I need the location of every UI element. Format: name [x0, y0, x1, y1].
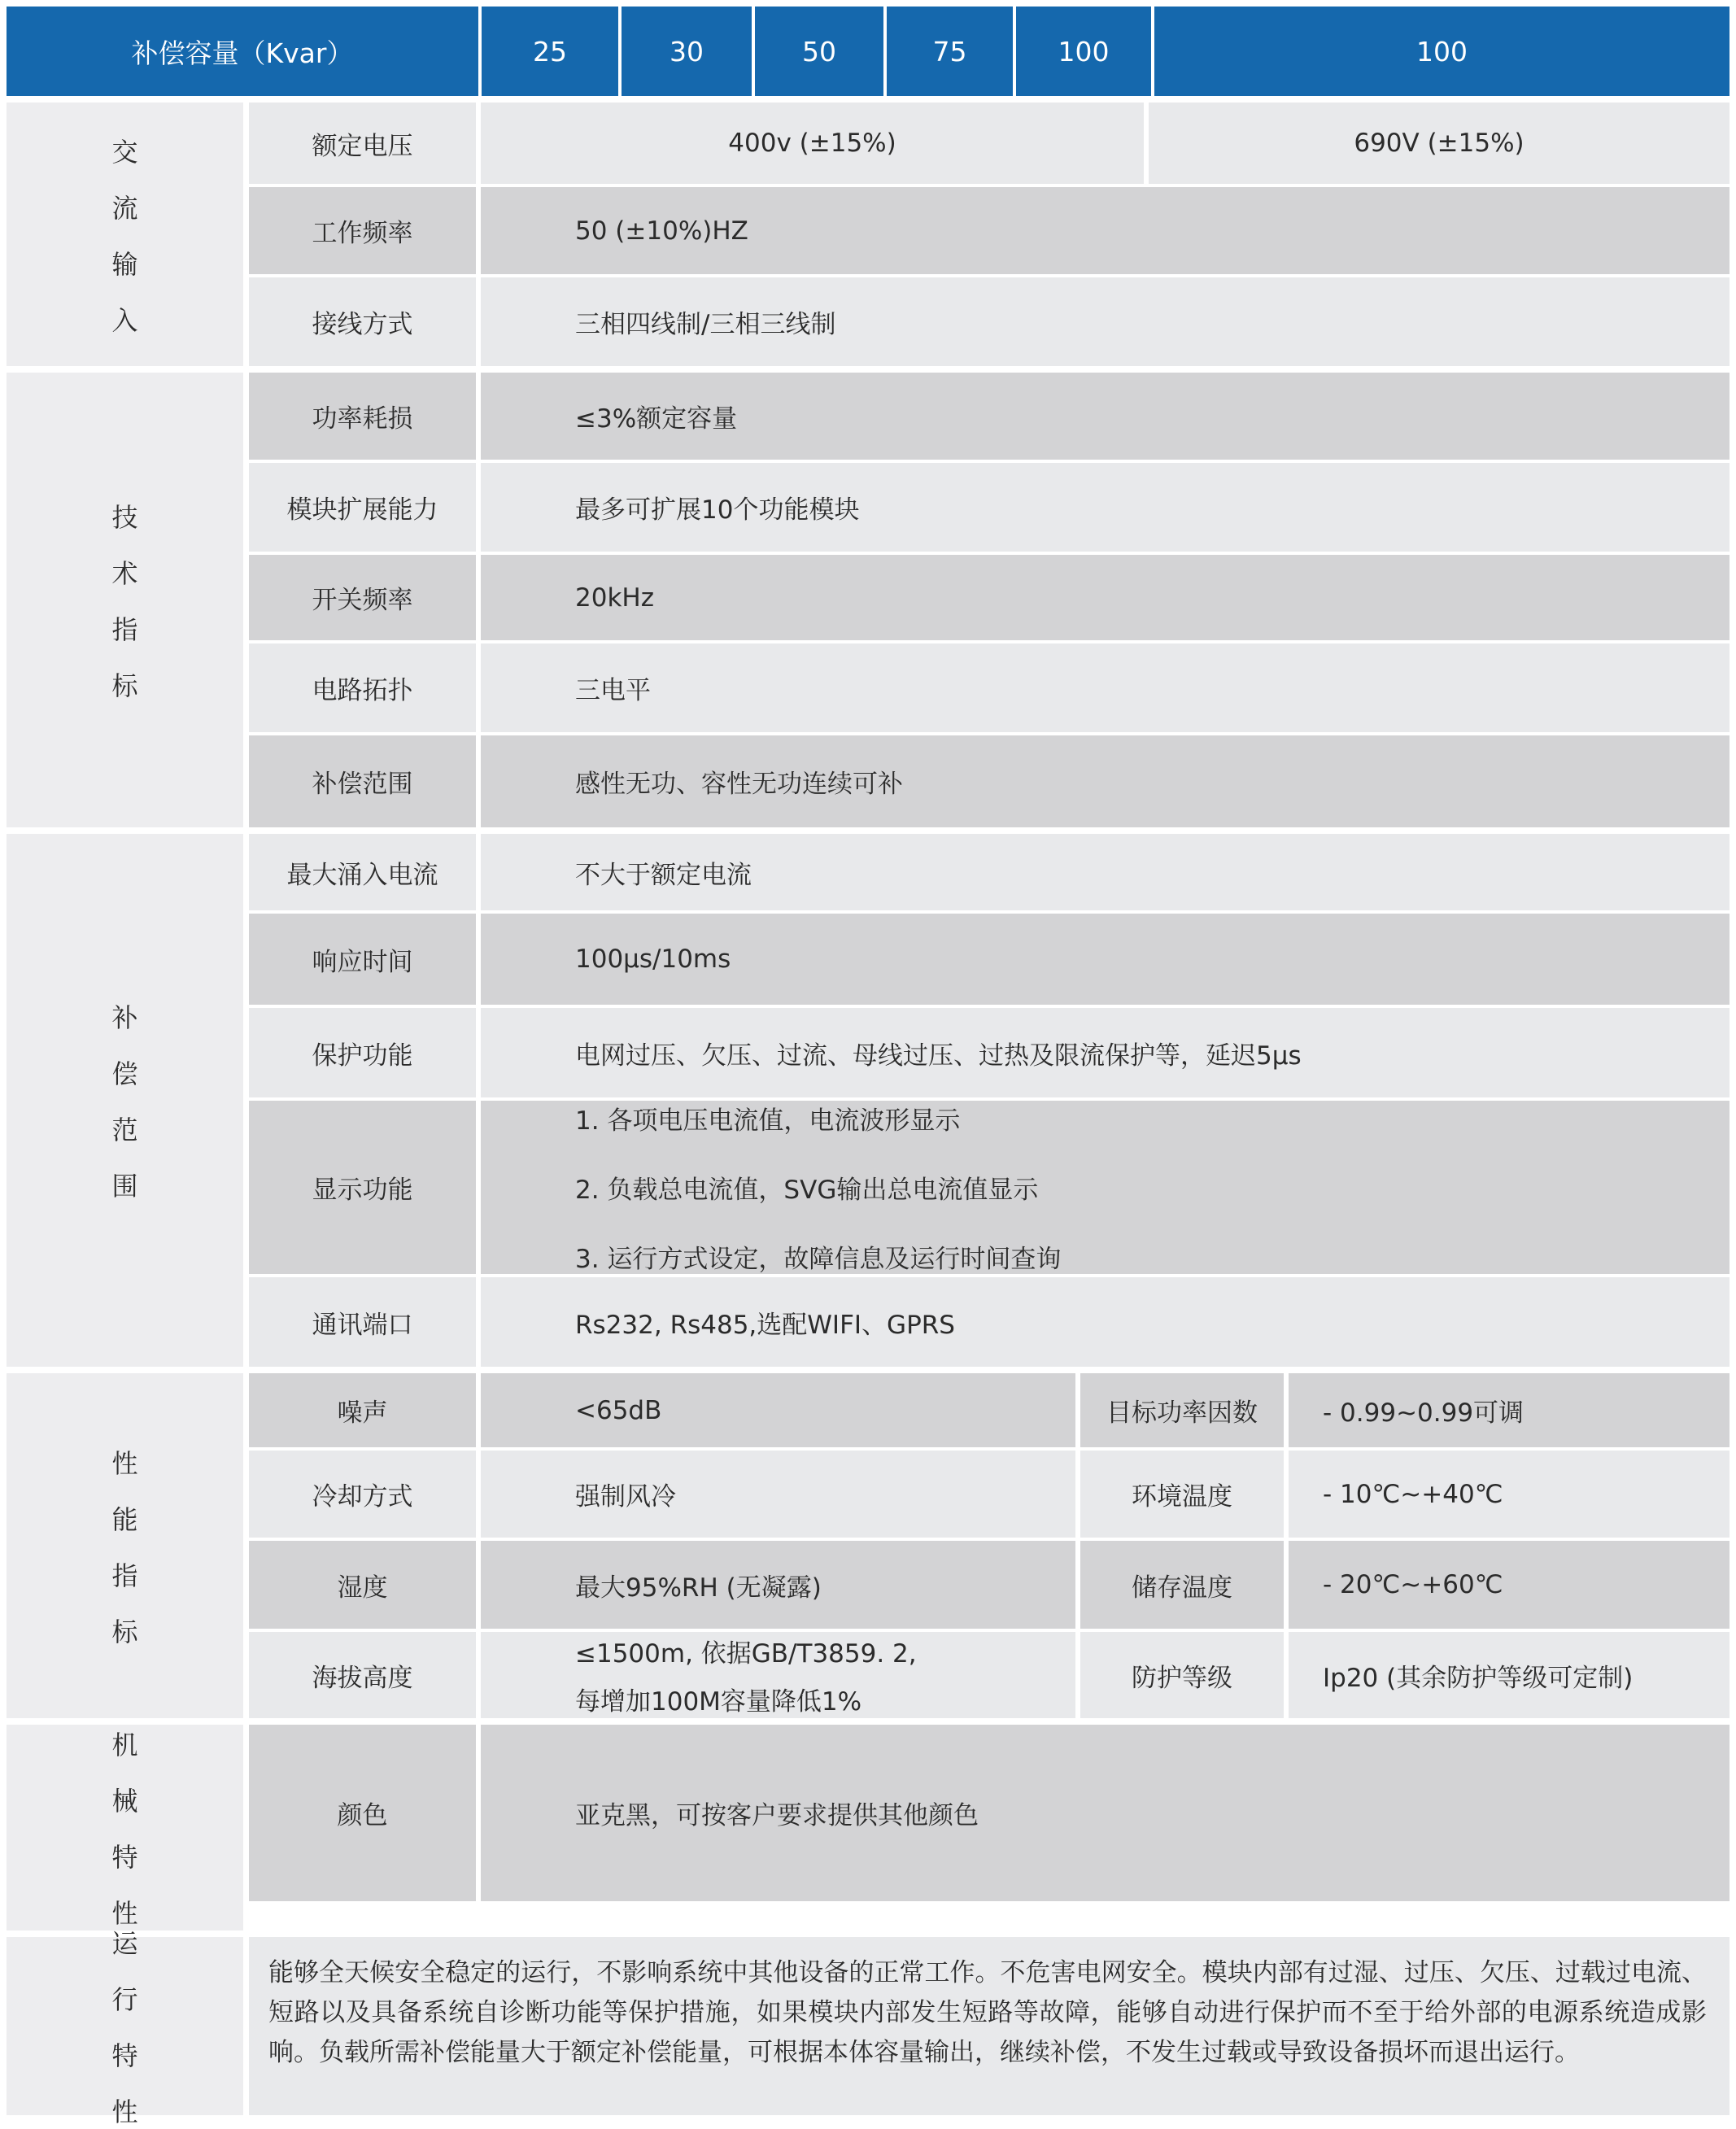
param-label: 显示功能	[249, 1101, 476, 1274]
capacity-header-cell: 补偿容量（Kvar）	[7, 7, 478, 96]
section-performance	[7, 1373, 1729, 1718]
table-row	[249, 1101, 1729, 1274]
table-row	[249, 1451, 1729, 1538]
param-value: 三相四线制/三相三线制	[481, 277, 1729, 366]
param-label: 开关频率	[249, 555, 476, 640]
param-label: 模块扩展能力	[249, 463, 476, 552]
altitude-line-2: 每增加100M容量降低1%	[575, 1687, 862, 1717]
display-function-line-2: 2. 负载总电流值，SVG输出总电流值显示	[575, 1176, 1039, 1205]
section-technical	[7, 373, 1729, 827]
capacity-col-25: 25	[482, 7, 618, 96]
table-row	[249, 463, 1729, 552]
display-function-line-1: 1. 各项电压电流值，电流波形显示	[575, 1106, 961, 1136]
operation-description: 能够全天候安全稳定的运行，不影响系统中其他设备的正常工作。不危害电网安全。模块内部有过湿、过压、欠压、过载过电流、短路以及具备系统自诊断功能等保护措施，如果模块内部发生短路等故障，能够自动进行保护而不至于给外部的电源系统造成影响。负载所需补偿能量大于额定补偿能量，可根据本体容量输出，继续补偿，不发生过载或导致设备损坏而退出运行。	[249, 1937, 1729, 2115]
table-row	[249, 643, 1729, 732]
section-label-cell	[7, 1725, 243, 1930]
param-label: 补偿范围	[249, 735, 476, 827]
param-value: 强制风冷	[481, 1451, 1075, 1538]
param-value: 最多可扩展10个功能模块	[481, 463, 1729, 552]
param-label-2: 目标功率因数	[1080, 1373, 1284, 1447]
table-row	[249, 187, 1729, 274]
param-value: 亚克黑，可按客户要求提供其他颜色	[481, 1725, 1729, 1901]
table-row	[249, 1725, 1729, 1901]
table-row	[249, 373, 1729, 460]
param-label: 电路拓扑	[249, 643, 476, 732]
param-label-2: 防护等级	[1080, 1632, 1284, 1718]
param-value: 50 (±10%)HZ	[481, 187, 1729, 274]
param-value: 三电平	[481, 643, 1729, 732]
section-label: 补 偿 范 围	[111, 1002, 138, 1202]
param-value-altitude	[481, 1632, 1075, 1718]
param-value: 电网过压、欠压、过流、母线过压、过热及限流保护等，延迟5μs	[481, 1008, 1729, 1097]
display-function-line-3: 3. 运行方式设定，故障信息及运行时间查询	[575, 1245, 1062, 1274]
param-value-2: - 20℃~+60℃	[1289, 1541, 1729, 1629]
capacity-col-30: 30	[622, 7, 752, 96]
spec-table	[7, 7, 1729, 2127]
param-value: Rs232, Rs485,选配WIFI、GPRS	[481, 1277, 1729, 1367]
section-mechanical	[7, 1725, 1729, 1930]
param-value-690v: 690V (±15%)	[1149, 103, 1729, 184]
section-operation	[7, 1928, 1729, 2127]
capacity-col-75: 75	[887, 7, 1013, 96]
param-value: ≤3%额定容量	[481, 373, 1729, 460]
table-row	[249, 103, 1729, 184]
param-label: 功率耗损	[249, 373, 476, 460]
param-label-2: 环境温度	[1080, 1451, 1284, 1538]
param-label: 颜色	[249, 1725, 476, 1901]
capacity-col-50: 50	[755, 7, 883, 96]
param-value: <65dB	[481, 1373, 1075, 1447]
param-value-2: - 10℃~+40℃	[1289, 1451, 1729, 1538]
table-row	[249, 834, 1729, 910]
section-ac-input	[7, 103, 1729, 366]
table-row	[249, 277, 1729, 366]
param-label: 最大涌入电流	[249, 834, 476, 910]
param-value-400v: 400v (±15%)	[481, 103, 1144, 184]
section-label: 运 行 特 性	[111, 1928, 138, 2127]
table-row	[249, 914, 1729, 1005]
table-row	[249, 1373, 1729, 1447]
table-row	[249, 1632, 1729, 1718]
capacity-col-100b: 100	[1154, 7, 1729, 96]
param-value-2: Ip20 (其余防护等级可定制)	[1289, 1632, 1729, 1718]
table-row	[249, 555, 1729, 640]
section-compensation	[7, 834, 1729, 1367]
section-label-cell	[7, 1928, 243, 2127]
param-label: 响应时间	[249, 914, 476, 1005]
section-label-cell	[7, 1373, 243, 1718]
param-value: 不大于额定电流	[481, 834, 1729, 910]
param-value: 最大95%RH (无凝露)	[481, 1541, 1075, 1629]
table-row	[249, 1277, 1729, 1367]
param-value-2: - 0.99~0.99可调	[1289, 1373, 1729, 1447]
altitude-line-1: ≤1500m, 依据GB/T3859. 2,	[575, 1639, 917, 1669]
param-value: 20kHz	[481, 555, 1729, 640]
param-value-display-functions	[481, 1101, 1729, 1274]
table-row	[249, 735, 1729, 827]
section-label-cell	[7, 834, 243, 1367]
section-label-cell	[7, 103, 243, 366]
param-label: 海拔高度	[249, 1632, 476, 1718]
param-label: 冷却方式	[249, 1451, 476, 1538]
section-label: 性 能 指 标	[111, 1447, 138, 1647]
table-row	[249, 1541, 1729, 1629]
param-label: 额定电压	[249, 103, 476, 184]
table-header-row	[7, 7, 1729, 96]
param-label: 噪声	[249, 1373, 476, 1447]
param-label: 接线方式	[249, 277, 476, 366]
section-label: 技 术 指 标	[111, 502, 138, 701]
capacity-col-100: 100	[1016, 7, 1151, 96]
table-row	[249, 1008, 1729, 1097]
section-label: 机 械 特 性	[111, 1730, 138, 1929]
param-label: 保护功能	[249, 1008, 476, 1097]
param-label: 通讯端口	[249, 1277, 476, 1367]
section-label-cell	[7, 373, 243, 827]
param-label-2: 储存温度	[1080, 1541, 1284, 1629]
param-label: 工作频率	[249, 187, 476, 274]
param-label: 湿度	[249, 1541, 476, 1629]
param-value: 100μs/10ms	[481, 914, 1729, 1005]
param-value: 感性无功、容性无功连续可补	[481, 735, 1729, 827]
section-label: 交 流 输 入	[111, 136, 138, 336]
